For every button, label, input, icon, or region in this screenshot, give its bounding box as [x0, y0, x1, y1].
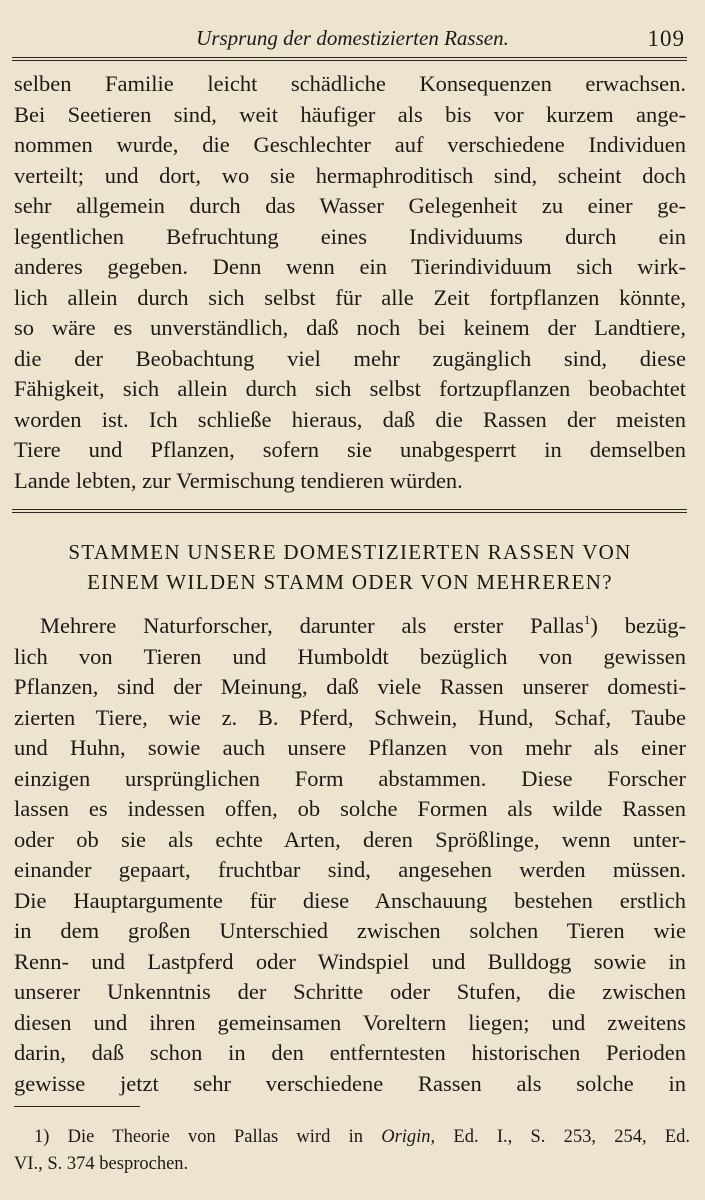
text-line: lassen es indessen offen, ob solche Formen als wilde Rassen: [14, 796, 686, 821]
text-line: so wäre es unverständlich, daß noch bei keinem der Landtiere,: [14, 315, 686, 340]
footnote-reference: 1: [583, 612, 591, 627]
text-line: darin, daß schon in den entferntesten historischen Perioden: [14, 1040, 686, 1065]
text-line: Bei Seetieren sind, weit häufiger als bis vor kurzem ange-: [14, 101, 686, 127]
text-line: selben Familie leicht schädliche Konsequenzen erwachsen.: [14, 71, 686, 96]
text-line: die der Beobachtung viel mehr zugänglich sind, diese: [14, 345, 686, 371]
text-line: und Huhn, sowie auch unsere Pflanzen von mehr als einer: [14, 735, 686, 760]
text-line: anderes gegeben. Denn wenn ein Tierindividuum sich wirk-: [14, 254, 686, 279]
footnote-line-2: VI., S. 374 besprochen.: [14, 1154, 189, 1174]
text-line: lich von Tieren und Humboldt bezüglich von gewissen: [14, 643, 686, 669]
running-head: [0, 22, 705, 56]
text-line: einander gepaart, fruchtbar sind, angesehen werden müssen.: [14, 857, 686, 882]
running-title: Ursprung der domestizierten Rassen.: [196, 26, 509, 50]
text-line: gewisse jetzt sehr verschiedene Rassen als solche in: [14, 1070, 686, 1096]
text-segment: Mehrere Naturforscher, darunter als erster Pallas: [40, 613, 584, 638]
text-line: sehr allgemein durch das Wasser Gelegenheit zu einer ge-: [14, 193, 686, 218]
heading-line-1: STAMMEN UNSERE DOMESTIZIERTEN RASSEN VON: [68, 540, 632, 564]
text-line: Lande lebten, zur Vermischung tendieren würden.: [14, 467, 463, 493]
footnote-text: Ed. I., S. 253, 254, Ed.: [453, 1127, 690, 1147]
text-segment: ) bezüg-: [590, 613, 686, 638]
text-line: unserer Unkenntnis der Schritte oder Stufen, die zwischen: [14, 979, 686, 1004]
text-line: Die Hauptargumente für diese Anschauung bestehen erstlich: [14, 887, 686, 913]
footnote-text: Die Theorie von Pallas wird in: [67, 1127, 363, 1147]
header-rule: [12, 57, 687, 61]
heading-line-2: EINEM WILDEN STAMM ODER VON MEHREREN?: [87, 570, 613, 594]
text-line: in dem großen Unterschied zwischen solchen Tieren wie: [14, 918, 686, 943]
text-line: diesen und ihren gemeinsamen Voreltern liegen; und zweitens: [14, 1009, 686, 1035]
text-line: legentlichen Befruchtung eines Individuums durch ein: [14, 223, 686, 249]
text-line: Pflanzen, sind der Meinung, daß viele Rassen unserer domesti-: [14, 674, 686, 699]
footnote-italic-title: Origin,: [381, 1127, 436, 1147]
footnote-marker: 1): [34, 1127, 50, 1147]
text-line: Renn- und Lastpferd oder Windspiel und Bulldogg sowie in: [14, 948, 686, 974]
text-line: Fähigkeit, sich allein durch sich selbst fortzupflanzen beobachtet: [14, 376, 686, 401]
text-line: einzigen ursprünglichen Form abstammen. Diese Forscher: [14, 765, 686, 791]
text-line: [40, 611, 686, 642]
text-line: oder ob sie als echte Arten, deren Sprößlinge, wenn unter-: [14, 826, 686, 852]
section-rule: [12, 509, 687, 513]
text-line: verteilt; und dort, wo sie hermaphroditisch sind, scheint doch: [14, 162, 686, 188]
text-line: zierten Tiere, wie z. B. Pferd, Schwein, Hund, Schaf, Taube: [14, 704, 686, 730]
text-line: lich allein durch sich selbst für alle Zeit fortpflanzen könnte,: [14, 284, 686, 310]
footnote-rule: [14, 1106, 140, 1107]
page-number: 109: [647, 26, 685, 51]
footnote-line-1: [34, 1124, 690, 1150]
text-line: nommen wurde, die Geschlechter auf verschiedene Individuen: [14, 132, 686, 157]
text-line: Tiere und Pflanzen, sofern sie unabgesperrt in demselben: [14, 437, 686, 462]
text-line: worden ist. Ich schließe hieraus, daß die Rassen der meisten: [14, 406, 686, 432]
